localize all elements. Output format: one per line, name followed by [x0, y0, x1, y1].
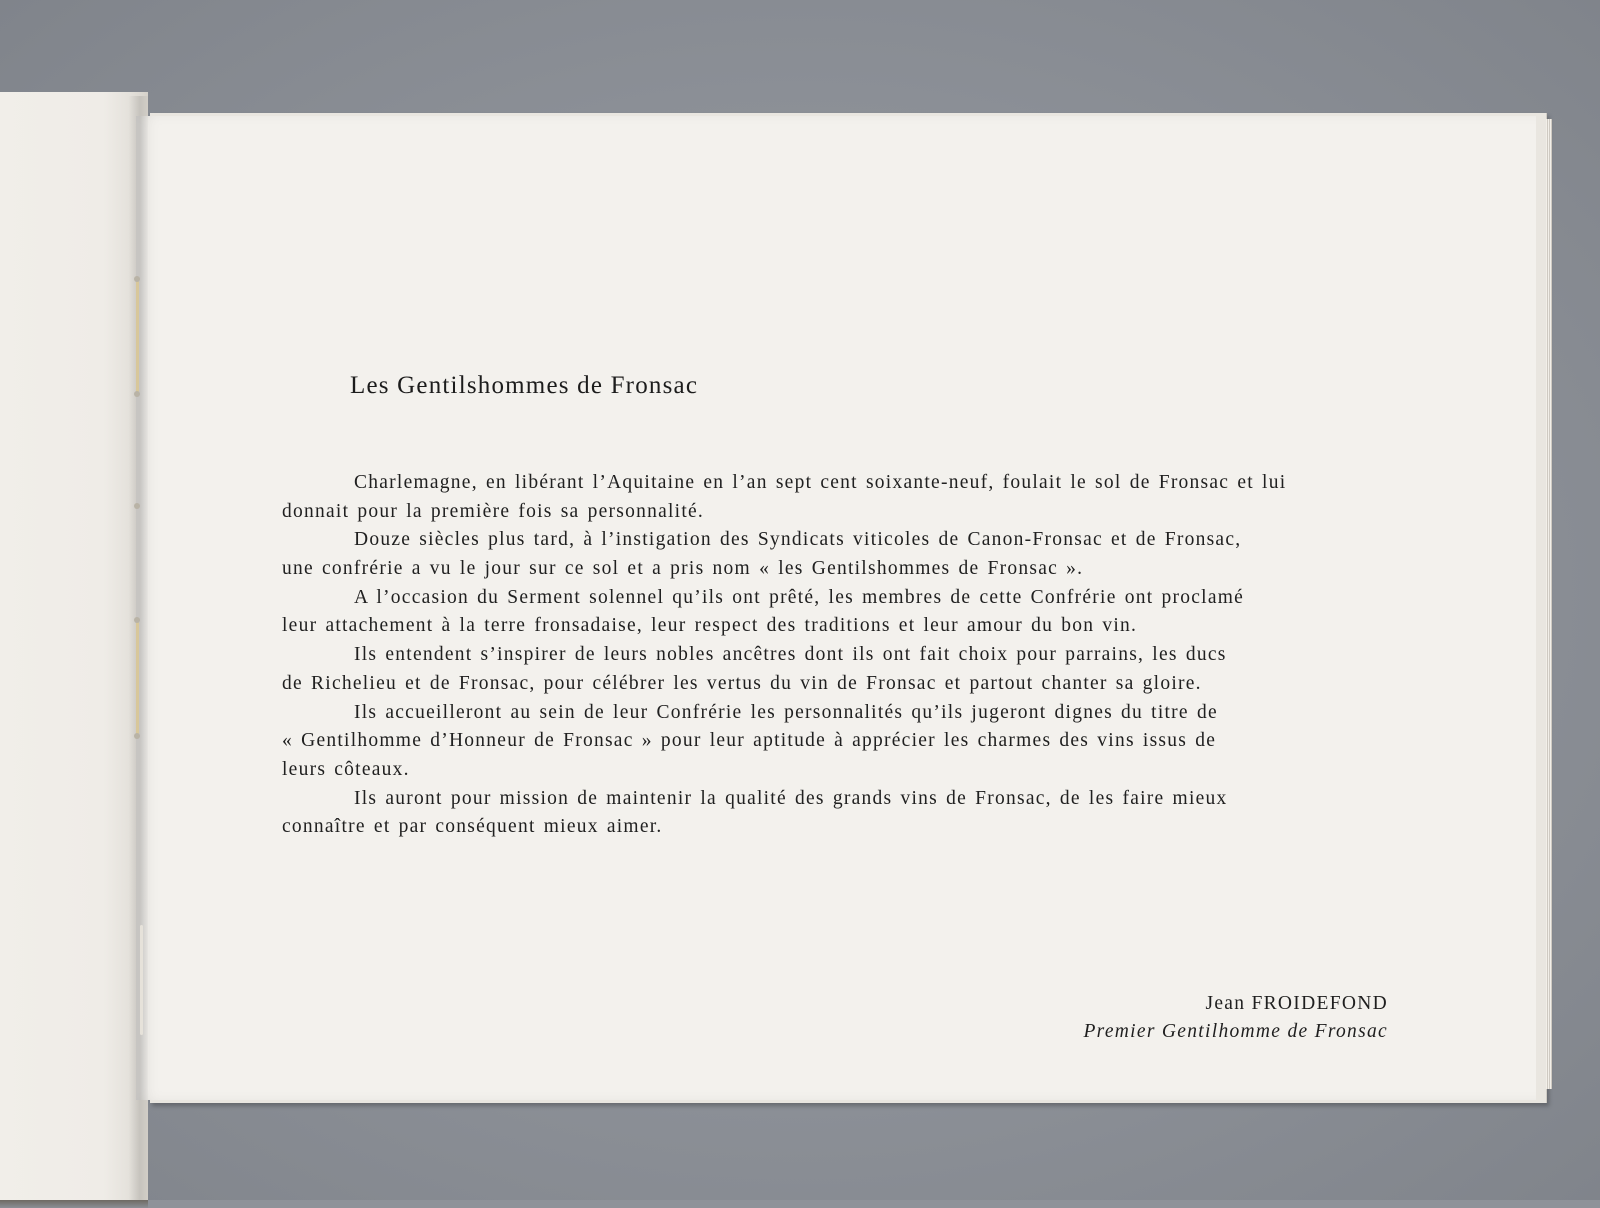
binding-hole: [134, 733, 140, 739]
binding-hole: [134, 503, 140, 509]
binding-stitch: [136, 620, 139, 735]
text-line: une confrérie a vu le jour sur ce sol et a pris nom « les Gentilshommes de Fronsac ».: [282, 558, 1084, 580]
binding-stitch: [140, 925, 143, 1035]
page-title: Les Gentilshommes de Fronsac: [350, 372, 699, 399]
text-line: donnait pour la première fois sa personnalité.: [282, 500, 705, 522]
binding-stitch: [136, 279, 139, 394]
text-line: « Gentilhomme d’Honneur de Fronsac » pour leur aptitude à apprécier les charmes des vins issus de: [282, 730, 1217, 752]
text-line: Ils entendent s’inspirer de leurs nobles ancêtres dont ils ont fait choix pour parrains, les ducs: [354, 644, 1227, 666]
text-line: Douze siècles plus tard, à l’instigation des Syndicats viticoles de Canon-Fronsac et de Fronsac,: [354, 529, 1242, 551]
text-line: connaître et par conséquent mieux aimer.: [282, 816, 663, 838]
signature-block: [1083, 990, 1388, 1046]
binding-hole: [134, 276, 140, 282]
text-line: Ils accueilleront au sein de leur Confrérie les personnalités qu’ils jugeront dignes du titre de: [354, 701, 1218, 723]
signature-title: Premier Gentilhomme de Fronsac: [1083, 1021, 1388, 1042]
text-line: leur attachement à la terre fronsadaise, leur respect des traditions et leur amour du bon vin.: [282, 615, 1138, 637]
signature-name: Jean FROIDEFOND: [1205, 993, 1388, 1014]
binding-hole: [134, 391, 140, 397]
text-line: Charlemagne, en libérant l’Aquitaine en l’an sept cent soixante-neuf, foulait le sol de Fronsac et lui: [354, 472, 1287, 493]
binding-hole: [134, 617, 140, 623]
text-line: Ils auront pour mission de maintenir la qualité des grands vins de Fronsac, de les faire mieux: [354, 787, 1228, 809]
body-text: [282, 469, 1392, 842]
left-page: [0, 92, 148, 1201]
text-line: leurs côteaux.: [282, 758, 410, 780]
text-line: A l’occasion du Serment solennel qu’ils ont prêté, les membres de cette Confrérie ont proclamé: [354, 586, 1245, 608]
text-line: de Richelieu et de Fronsac, pour célébrer les vertus du vin de Fronsac et partout chanter sa gloire.: [282, 672, 1202, 694]
